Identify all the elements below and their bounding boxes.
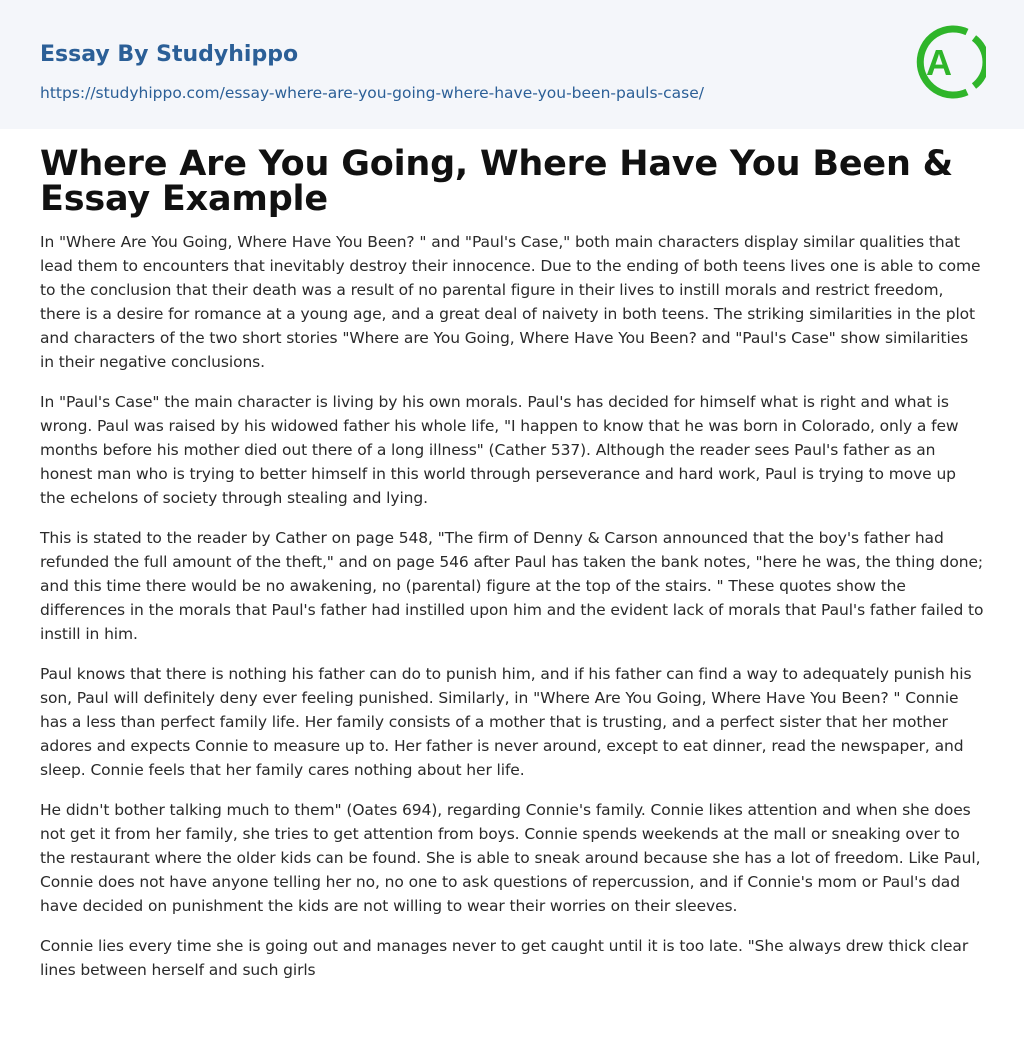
site-brand[interactable]: Essay By Studyhippo xyxy=(40,42,299,67)
site-header xyxy=(0,0,1024,129)
studyhippo-logo-icon[interactable] xyxy=(912,18,986,106)
article-paragraph: In "Where Are You Going, Where Have You Been? " and "Paul's Case," both main characters display similar qualities that lead them to encounters that inevitably destroy their innocence. Due to the ending of both teens lives one is able to come to the conclusion that their death was a result of no parental figure in their lives to instill morals and restrict freedom, there is a desire for romance at a young age, and a great deal of naivety in both teens. The striking similarities in the plot and characters of the two short stories "Where are You Going, Where Have You Been? and "Paul's Case" show similarities in their negative conclusions. xyxy=(40,233,981,371)
article-paragraph: Connie lies every time she is going out and manages never to get caught until it is too late. "She always drew thick clear lines between herself and such girls xyxy=(40,937,969,979)
article-content xyxy=(0,129,1024,982)
article-url-link[interactable]: https://studyhippo.com/essay-where-are-you-going-where-have-you-been-pauls-case/ xyxy=(40,84,704,102)
article-paragraph: He didn't bother talking much to them" (Oates 694), regarding Connie's family. Connie likes attention and when she does not get it from her family, she tries to get attention from boys. Connie spends weekends at the mall or sneaking over to the restaurant where the older kids can be found. She is able to sneak around because she has a lot of freedom. Like Paul, Connie does not have anyone telling her no, no one to ask questions of repercussion, and if Connie's mom or Paul's dad have decided on punishment the kids are not willing to wear their worries on their sleeves. xyxy=(40,801,981,915)
article-paragraph: In "Paul's Case" the main character is living by his own morals. Paul's has decided for himself what is right and what is wrong. Paul was raised by his widowed father his whole life, "I happen to know that he was born in Colorado, only a few months before his mother died out there of a long illness" (Cather 537). Although the reader sees Paul's father as an honest man who is trying to better himself in this world through perseverance and hard work, Paul is trying to move up the echelons of society through stealing and lying. xyxy=(40,393,959,507)
logo-letter: A xyxy=(926,42,952,83)
article-paragraph: Paul knows that there is nothing his father can do to punish him, and if his father can find a way to adequately punish his son, Paul will definitely deny ever feeling punished. Similarly, in "Where Are You Going, Where Have You Been? " Connie has a less than perfect family life. Her family consists of a mother that is trusting, and a perfect sister that her mother adores and expects Connie to measure up to. Her father is never around, except to eat dinner, read the newspaper, and sleep. Connie feels that her family cares nothing about her life. xyxy=(40,665,972,779)
article-paragraph: This is stated to the reader by Cather on page 548, "The firm of Denny & Carson announced that the boy's father had refunded the full amount of the theft," and on page 546 after Paul has taken the bank notes, "here he was, the thing done; and this time there would be no awakening, no (parental) figure at the top of the stairs. " These quotes show the differences in the morals that Paul's father had instilled upon him and the evident lack of morals that Paul's father failed to instill in him. xyxy=(40,529,984,643)
article-title: Where Are You Going, Where Have You Been & Essay Example xyxy=(40,144,953,219)
